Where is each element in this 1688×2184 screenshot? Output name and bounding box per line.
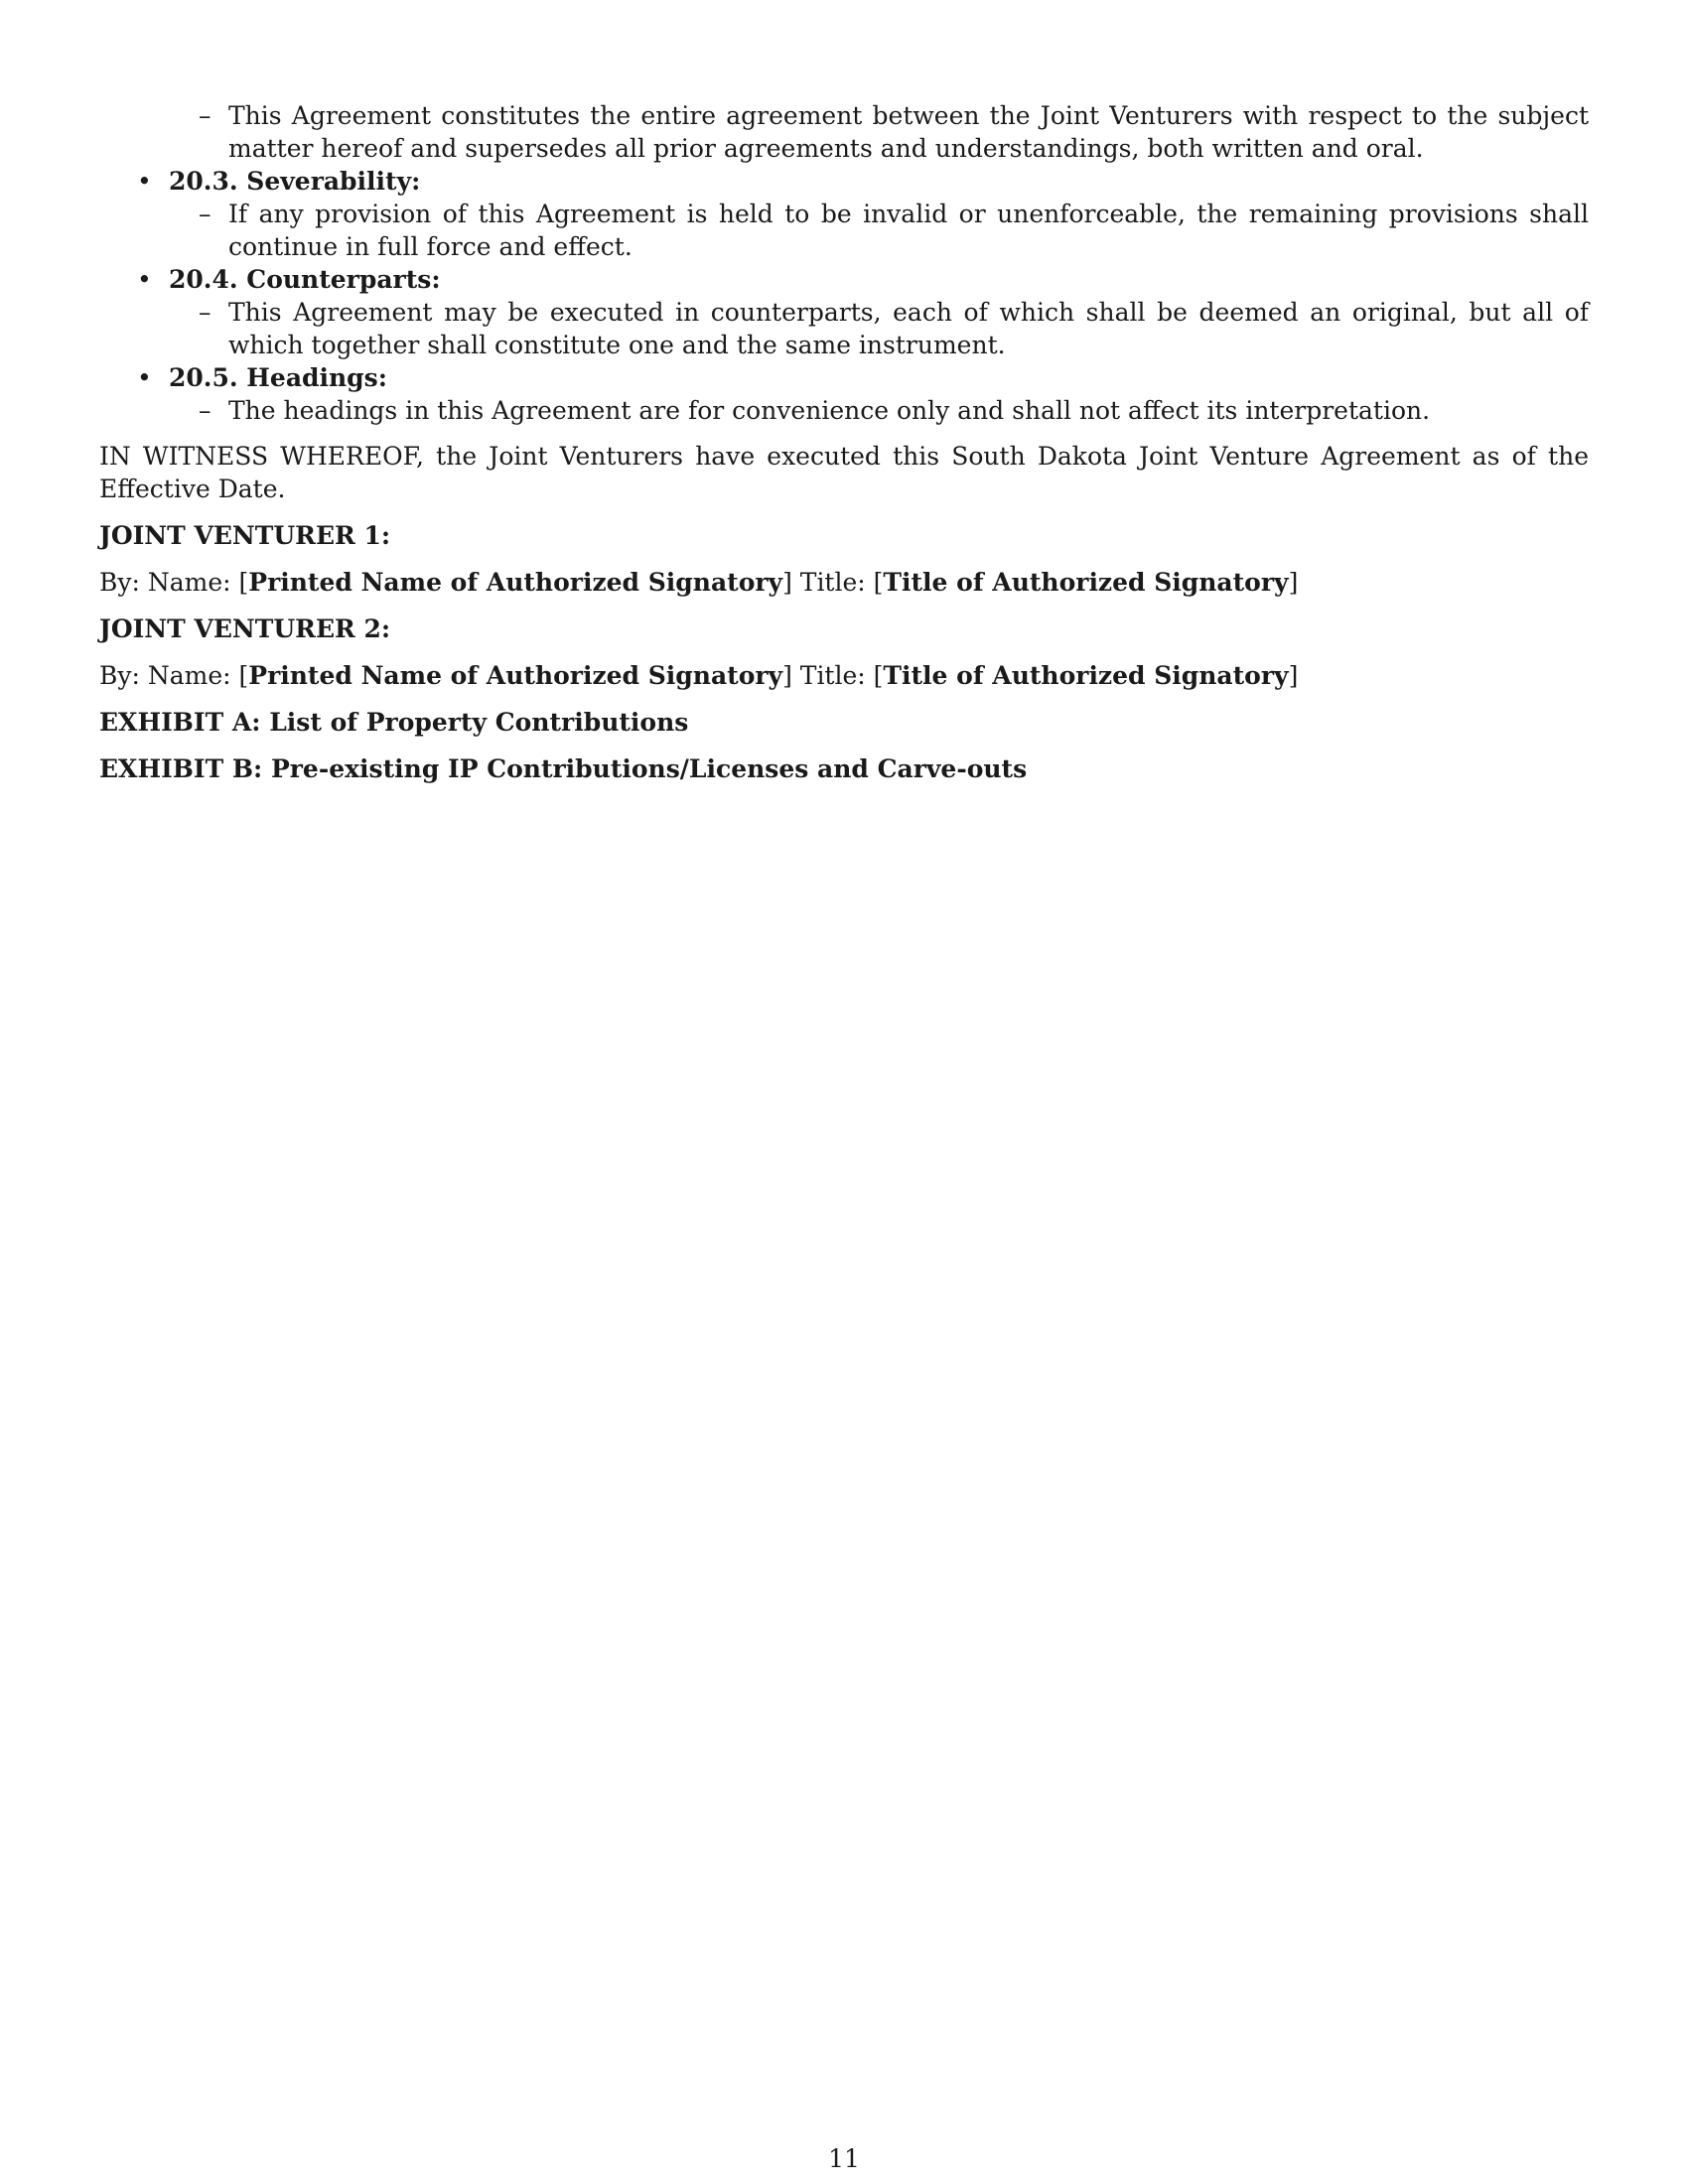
title-label: ] Title: [ [782, 568, 884, 597]
clause-heading: 20.5. Headings: [169, 363, 387, 392]
dash-marker: – [199, 200, 211, 228]
page-number: 11 [828, 2144, 860, 2173]
dash-marker: – [199, 101, 211, 130]
by-name-label: By: Name: [ [99, 661, 249, 690]
signature-line-2 [99, 659, 1589, 692]
witness-paragraph: IN WITNESS WHEREOF, the Joint Venturers have executed this South Dakota Joint Venture Agreement as of the Effective Date. [99, 442, 1589, 503]
title-placeholder: Title of Authorized Signatory [883, 661, 1289, 690]
by-name-label: By: Name: [ [99, 568, 249, 597]
dash-marker: – [199, 298, 211, 327]
clause-counterparts [99, 296, 1589, 361]
clause-text: If any provision of this Agreement is held to be invalid or unenforceable, the remaining provisions shall continue in full force and effect. [228, 200, 1589, 261]
list-item-counterparts [99, 263, 1589, 296]
dash-marker: – [199, 396, 211, 425]
list-item-headings [99, 361, 1589, 394]
closing-bracket: ] [1288, 661, 1299, 690]
clause-severability [99, 198, 1589, 263]
bullet-marker: • [137, 363, 152, 392]
document-body [99, 99, 1589, 785]
exhibit-b-heading: EXHIBIT B: Pre-existing IP Contributions/Licenses and Carve-outs [99, 754, 1028, 783]
signatory-heading-2: JOINT VENTURER 2: [99, 614, 391, 643]
signatory-heading-1: JOINT VENTURER 1: [99, 521, 391, 550]
clause-text: This Agreement may be executed in counterparts, each of which shall be deemed an original, but all of which together shall constitute one and the same instrument. [228, 298, 1589, 359]
clause-heading: 20.4. Counterparts: [169, 265, 441, 294]
bullet-marker: • [137, 265, 152, 294]
exhibit-a-heading: EXHIBIT A: List of Property Contributions [99, 708, 689, 737]
clause-text: This Agreement constitutes the entire agreement between the Joint Venturers with respect to the subject matter hereof and supersedes all prior agreements and understandings, both written and oral. [228, 101, 1589, 163]
clause-entire-agreement [99, 99, 1589, 165]
closing-bracket: ] [1288, 568, 1299, 597]
clause-headings [99, 394, 1589, 427]
name-placeholder: Printed Name of Authorized Signatory [248, 568, 783, 597]
bullet-marker: • [137, 167, 152, 196]
title-label: ] Title: [ [782, 661, 884, 690]
clause-heading: 20.3. Severability: [169, 167, 421, 196]
title-placeholder: Title of Authorized Signatory [883, 568, 1289, 597]
clause-text: The headings in this Agreement are for convenience only and shall not affect its interpretation. [228, 396, 1431, 425]
name-placeholder: Printed Name of Authorized Signatory [248, 661, 783, 690]
list-item-severability [99, 165, 1589, 198]
signature-line-1 [99, 566, 1589, 599]
